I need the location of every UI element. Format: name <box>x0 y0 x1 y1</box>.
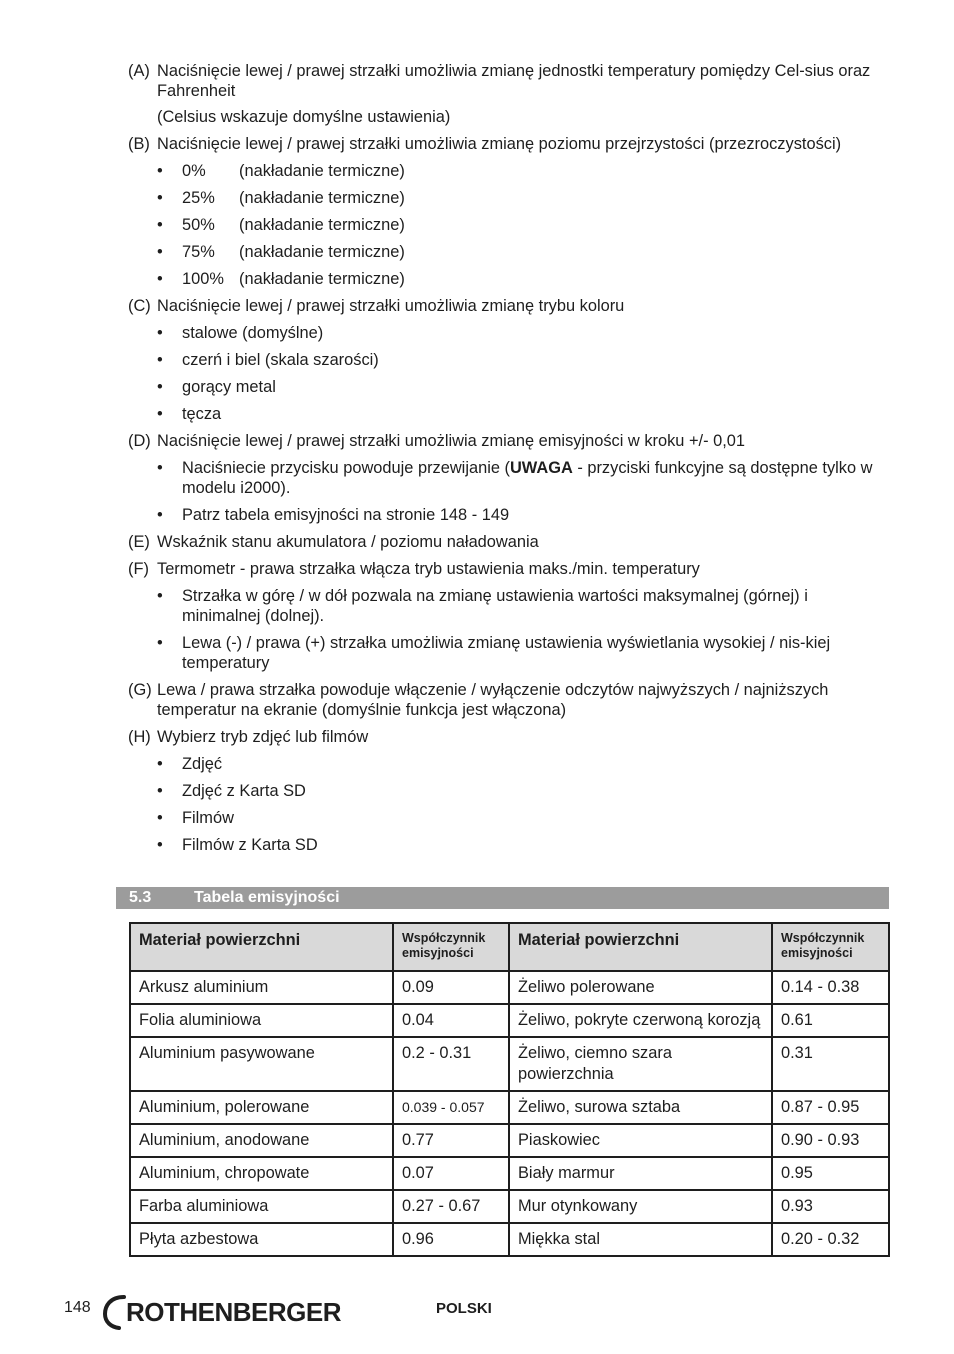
table-cell: Aluminium, chropowate <box>130 1157 393 1190</box>
table-cell: Folia aluminiowa <box>130 1004 393 1037</box>
list-item: • Filmów z Karta SD <box>128 835 888 855</box>
percent-value: 25% <box>182 189 215 207</box>
brand-name: ROTHENBERGER <box>126 1297 342 1327</box>
table-cell: Aluminium, polerowane <box>130 1091 393 1124</box>
table-row <box>130 1223 889 1256</box>
section-title: Tabela emisyjności <box>194 889 340 906</box>
thermometer-list <box>128 586 888 673</box>
item-g <box>128 680 888 720</box>
table-row <box>130 1091 889 1124</box>
section-header <box>116 887 889 909</box>
list-item: • Zdjęć z Karta SD <box>128 781 888 801</box>
item-text: Lewa / prawa strzałka powoduje włączenie / wyłączenie odczytów najwyższych / najniższych temperatur na ekranie (domyślnie funkcja jest włączona) <box>157 681 829 719</box>
item-text: Naciśnięcie lewej / prawej strzałki umożliwia zmianę trybu koloru <box>157 297 625 315</box>
table-cell: Piaskowiec <box>509 1124 772 1157</box>
item-text: Wskaźnik stanu akumulatora / poziomu naładowania <box>157 533 539 551</box>
list-item: • czerń i biel (skala szarości) <box>128 350 888 370</box>
brand-logo <box>102 1294 348 1330</box>
table-cell: 0.95 <box>772 1157 889 1190</box>
table-cell: Płyta azbestowa <box>130 1223 393 1256</box>
bullet-text: (nakładanie termiczne) <box>239 216 405 234</box>
table-row <box>130 1004 889 1037</box>
list-item: • gorący metal <box>128 377 888 397</box>
item-text: Naciśnięcie lewej / prawej strzałki umożliwia zmianę emisyjności w kroku +/- 0,01 <box>157 432 745 450</box>
table-cell: 0.09 <box>393 971 509 1004</box>
item-letter: (D) <box>128 432 151 450</box>
table-row <box>130 1124 889 1157</box>
list-item: • Lewa (-) / prawa (+) strzałka umożliwia zmianę ustawienia wyświetlania wysokiej / nis-kiej temperatury <box>128 633 888 673</box>
list-item <box>128 188 888 208</box>
list-item <box>128 269 888 289</box>
percent-value: 50% <box>182 216 215 234</box>
item-d <box>128 431 888 451</box>
item-letter: (F) <box>128 560 149 578</box>
list-item <box>128 161 888 181</box>
page-number: 148 <box>64 1299 91 1316</box>
list-item <box>128 242 888 262</box>
color-mode-list <box>128 323 888 424</box>
item-letter: (B) <box>128 135 150 153</box>
bullet-text: - przyciski funkcyjne są dostępne tylko w modelu i2000). <box>182 459 873 497</box>
item-letter: (A) <box>128 62 150 80</box>
item-text: Wybierz tryb zdjęć lub filmów <box>157 728 369 746</box>
table-cell: 0.77 <box>393 1124 509 1157</box>
table-cell: 0.20 - 0.32 <box>772 1223 889 1256</box>
instruction-list <box>128 61 888 862</box>
language-label: POLSKI <box>436 1300 492 1317</box>
table-cell: 0.07 <box>393 1157 509 1190</box>
bullet-text: (nakładanie termiczne) <box>239 270 405 288</box>
list-item: • Strzałka w górę / w dół pozwala na zmianę ustawienia wartości maksymalnej (górnej) i minimalnej (dolnej). <box>128 586 888 626</box>
percent-value: 100% <box>182 270 224 288</box>
item-text: Naciśnięcie lewej / prawej strzałki umożliwia zmianę jednostki temperatury pomiędzy Cel-sius oraz Fahrenheit <box>157 62 871 100</box>
table-header-row <box>130 923 889 971</box>
table-cell: 0.93 <box>772 1190 889 1223</box>
item-letter: (G) <box>128 681 152 699</box>
item-letter: (E) <box>128 533 150 551</box>
table-cell: Mur otynkowany <box>509 1190 772 1223</box>
item-letter: (C) <box>128 297 151 315</box>
table-row <box>130 1037 889 1091</box>
list-item: • Zdjęć <box>128 754 888 774</box>
item-text: Termometr - prawa strzałka włącza tryb ustawienia maks./min. temperatury <box>157 560 700 578</box>
column-header: Współczynnik emisyjności <box>393 923 509 971</box>
table-cell: 0.90 - 0.93 <box>772 1124 889 1157</box>
item-a <box>128 61 888 101</box>
list-item <box>128 215 888 235</box>
table-cell: Biały marmur <box>509 1157 772 1190</box>
table-cell: 0.039 - 0.057 <box>393 1091 509 1124</box>
table-cell: Żeliwo, pokryte czerwoną korozją <box>509 1004 772 1037</box>
table-cell: 0.87 - 0.95 <box>772 1091 889 1124</box>
list-item: • Patrz tabela emisyjności na stronie 148 - 149 <box>128 505 888 525</box>
table-row <box>130 1190 889 1223</box>
bullet-text: (nakładanie termiczne) <box>239 189 405 207</box>
transparency-list <box>128 161 888 289</box>
list-item: • tęcza <box>128 404 888 424</box>
list-item <box>128 458 888 498</box>
item-f <box>128 559 888 579</box>
table-cell: Aluminium pasywowane <box>130 1037 393 1091</box>
table-cell: Żeliwo, ciemno szara powierzchnia <box>509 1037 772 1091</box>
item-e <box>128 532 888 552</box>
table-cell: 0.2 - 0.31 <box>393 1037 509 1091</box>
capture-mode-list <box>128 754 888 855</box>
table-row <box>130 1157 889 1190</box>
column-header: Materiał powierzchni <box>509 923 772 971</box>
table-cell: 0.14 - 0.38 <box>772 971 889 1004</box>
percent-value: 0% <box>182 162 206 180</box>
table-cell: Arkusz aluminium <box>130 971 393 1004</box>
emissivity-list <box>128 458 888 525</box>
table-cell: Miękka stal <box>509 1223 772 1256</box>
warning-label: UWAGA <box>509 459 573 477</box>
table-cell: 0.61 <box>772 1004 889 1037</box>
table-cell: 0.31 <box>772 1037 889 1091</box>
table-cell: 0.27 - 0.67 <box>393 1190 509 1223</box>
bullet-text: (nakładanie termiczne) <box>239 162 405 180</box>
item-note-text: (Celsius wskazuje domyślne ustawienia) <box>157 108 451 126</box>
table-cell: Aluminium, anodowane <box>130 1124 393 1157</box>
item-a-note <box>128 107 888 127</box>
emissivity-table <box>129 922 890 1257</box>
item-b <box>128 134 888 154</box>
table-cell: 0.04 <box>393 1004 509 1037</box>
column-header: Współczynnik emisyjności <box>772 923 889 971</box>
table-cell: Farba aluminiowa <box>130 1190 393 1223</box>
percent-value: 75% <box>182 243 215 261</box>
list-item: • Filmów <box>128 808 888 828</box>
section-number: 5.3 <box>129 889 152 906</box>
item-h <box>128 727 888 747</box>
table-cell: Żeliwo polerowane <box>509 971 772 1004</box>
list-item: • stalowe (domyślne) <box>128 323 888 343</box>
table-cell: Żeliwo, surowa sztaba <box>509 1091 772 1124</box>
bullet-text: (nakładanie termiczne) <box>239 243 405 261</box>
page-footer <box>0 1290 954 1340</box>
table-cell: 0.96 <box>393 1223 509 1256</box>
column-header: Materiał powierzchni <box>130 923 393 971</box>
item-c <box>128 296 888 316</box>
item-text: Naciśnięcie lewej / prawej strzałki umożliwia zmianę poziomu przejrzystości (przezroczystości) <box>157 135 842 153</box>
bullet-text: Naciśniecie przycisku powoduje przewijanie ( <box>182 459 510 477</box>
table-row <box>130 971 889 1004</box>
item-letter: (H) <box>128 728 151 746</box>
